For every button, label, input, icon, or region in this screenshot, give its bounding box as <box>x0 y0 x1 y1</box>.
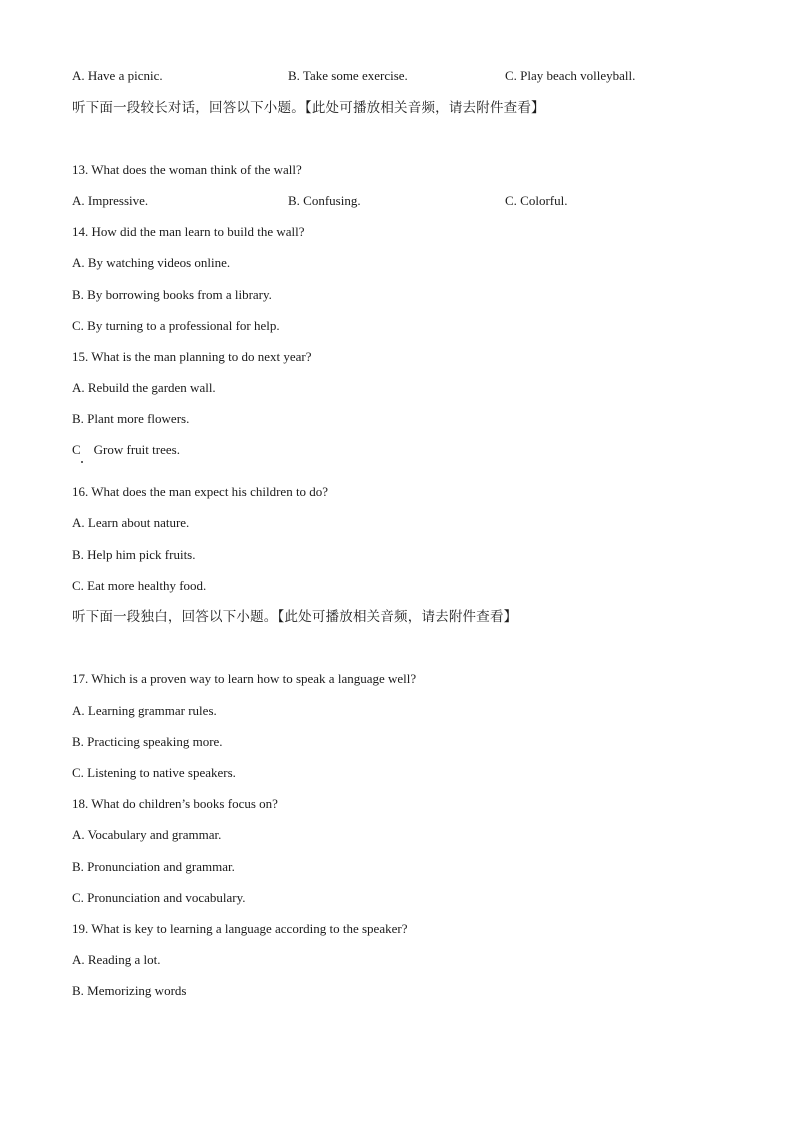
q14-option-a: A. By watching videos online. <box>72 255 231 270</box>
q15-option-b: B. Plant more flowers. <box>72 411 190 426</box>
q17-question: 17. Which is a proven way to learn how to speak a language well? <box>72 671 417 686</box>
dialogue-instruction: 听下面一段较长对话，回答以下小题。【此处可播放相关音频，请去附件查看】 <box>72 100 545 116</box>
q14-option-b: B. By borrowing books from a library. <box>72 287 272 302</box>
q12-options-row <box>72 68 722 84</box>
q19-option-a: A. Reading a lot. <box>72 952 161 967</box>
q18-option-c: C. Pronunciation and vocabulary. <box>72 890 246 905</box>
q16-option-b: B. Help him pick fruits. <box>72 547 196 562</box>
q13-option-c: C. Colorful. <box>505 193 568 208</box>
q13-option-a: A. Impressive. <box>72 193 149 208</box>
q15-option-c: C Grow fruit trees. <box>72 442 180 457</box>
q13-question: 13. What does the woman think of the wall? <box>72 162 302 177</box>
q17-option-b: B. Practicing speaking more. <box>72 734 223 749</box>
q18-question: 18. What do children’s books focus on? <box>72 796 278 811</box>
q17-option-a: A. Learning grammar rules. <box>72 703 217 718</box>
q12-option-b: B. Take some exercise. <box>288 68 408 83</box>
stray-period-mark <box>81 461 83 463</box>
q13-options-row <box>72 193 722 209</box>
q18-option-b: B. Pronunciation and grammar. <box>72 859 235 874</box>
q18-option-a: A. Vocabulary and grammar. <box>72 827 222 842</box>
monologue-instruction: 听下面一段独白，回答以下小题。【此处可播放相关音频，请去附件查看】 <box>72 609 518 625</box>
q16-question: 16. What does the man expect his children to do? <box>72 484 329 499</box>
q16-option-a: A. Learn about nature. <box>72 515 190 530</box>
q16-option-c: C. Eat more healthy food. <box>72 578 207 593</box>
q14-option-c: C. By turning to a professional for help. <box>72 318 280 333</box>
q12-option-a: A. Have a picnic. <box>72 68 163 83</box>
q19-option-b: B. Memorizing words <box>72 983 187 998</box>
q19-question: 19. What is key to learning a language according to the speaker? <box>72 921 408 936</box>
q13-option-b: B. Confusing. <box>288 193 361 208</box>
q15-option-a: A. Rebuild the garden wall. <box>72 380 216 395</box>
q14-question: 14. How did the man learn to build the wall? <box>72 224 305 239</box>
q12-option-c: C. Play beach volleyball. <box>505 68 636 83</box>
q17-option-c: C. Listening to native speakers. <box>72 765 236 780</box>
q15-question: 15. What is the man planning to do next year? <box>72 349 312 364</box>
